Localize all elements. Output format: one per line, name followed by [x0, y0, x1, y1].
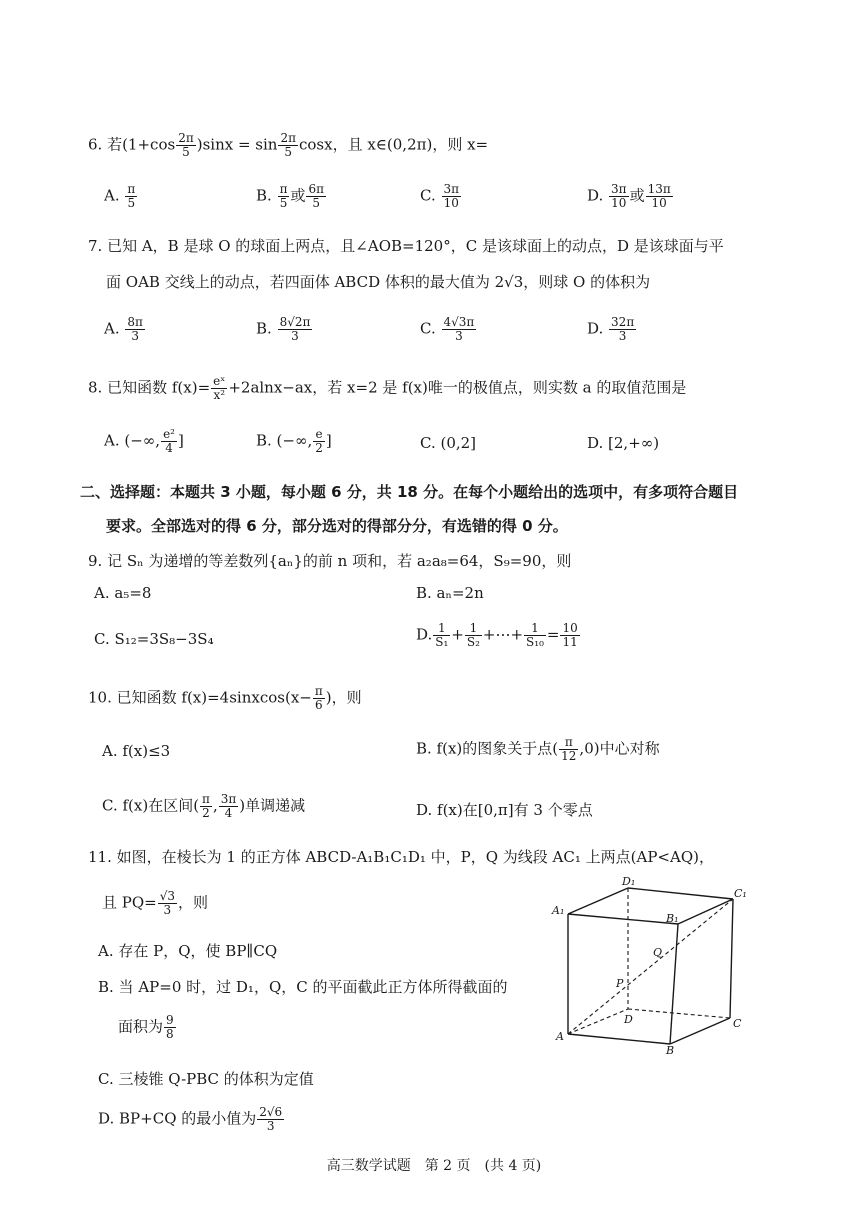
- question-8-option-a: A. (−∞, $\frac{\text{e²}}{4}$ ]: [104, 427, 184, 455]
- question-6-option-b: B. $\frac{\pi}{5}$ 或 $\frac{6\pi}{5}$: [256, 182, 325, 210]
- question-9-option-d: D. $\frac{1}{\text{S₁}}$ + $\frac{1}{\text{S₂}}$ +⋯+ $\frac{1}{\text{S₁₀}}$ = $\frac{10}{11}$: [416, 621, 578, 649]
- page-footer: 高三数学试题 第 2 页 (共 4 页): [326, 1158, 542, 1174]
- question-10-stem: 10. 已知函数 f(x)=4sinxcos(x− $\frac{\pi}{6}$ )，则: [88, 684, 362, 712]
- question-8-option-c: C. (0,2]: [420, 434, 477, 452]
- edge-b1-c1: [678, 899, 733, 924]
- label-d: D: [624, 1013, 633, 1026]
- label-a: A: [556, 1030, 564, 1043]
- question-11-option-c: C. 三棱锥 Q-PBC 的体积为定值: [98, 1070, 314, 1088]
- question-6-option-d: D. $\frac{3\pi}{10}$ 或 $\frac{13\pi}{10}$: [587, 182, 671, 210]
- label-c: C: [733, 1017, 742, 1030]
- label-q: Q: [653, 946, 663, 959]
- section-2-heading-line-2: 要求。全部选对的得 6 分，部分选对的得部分分，有选错的得 0 分。: [106, 517, 568, 535]
- edge-a-b: [568, 1034, 670, 1044]
- section-2-heading-line-1: 二、选择题：本题共 3 小题，每小题 6 分，共 18 分。在每个小题给出的选项中，有多项符合题目: [80, 483, 739, 501]
- question-9-option-a: A. a₅=8: [94, 584, 152, 602]
- question-6-option-c: C. $\frac{3\pi}{10}$: [420, 182, 460, 210]
- question-7-option-b: B. $\frac{8√2\pi}{3}$: [256, 315, 311, 343]
- question-6-stem: 6. 若(1+cos $\frac{2\pi}{5}$ )sinx = sin $\frac{2\pi}{5}$ cosx，且 x∈(0,2π)，则 x=: [88, 131, 489, 159]
- label-b: B: [666, 1044, 675, 1056]
- label-c1: C₁: [734, 887, 747, 900]
- cube-figure: [548, 876, 758, 1056]
- question-11-option-b-line-2: 面积为 $\frac{9}{8}$: [118, 1013, 174, 1041]
- diagonal-a-c1: [568, 899, 733, 1034]
- edge-a1-d1: [568, 888, 628, 914]
- edge-c-c1: [730, 899, 733, 1018]
- question-10-option-c: C. f(x)在区间( $\frac{\pi}{2}$ , $\frac{3\pi}{4}$ )单调递减: [102, 792, 306, 820]
- label-p: P: [616, 977, 624, 990]
- question-9-stem: 9. 记 Sₙ 为递增的等差数列{aₙ}的前 n 项和，若 a₂a₈=64，S₉=90，则: [88, 552, 572, 570]
- edge-a1-b1: [568, 914, 678, 924]
- question-10-option-a: A. f(x)≤3: [102, 742, 171, 760]
- question-9-option-c: C. S₁₂=3S₈−3S₄: [94, 630, 214, 648]
- question-11-option-b-line-1: B. 当 AP=0 时，过 D₁，Q，C 的平面截此正方体所得截面的: [98, 978, 508, 996]
- edge-b-c: [670, 1018, 730, 1044]
- question-6-option-a: A. $\frac{\pi}{5}$: [104, 182, 136, 210]
- question-11-line-2: 且 PQ= $\frac{√3}{3}$ ，则: [102, 889, 209, 917]
- edge-d1-c1: [628, 888, 733, 899]
- question-10-option-d: D. f(x)在[0,π]有 3 个零点: [416, 801, 593, 819]
- question-8-option-b: B. (−∞, $\frac{e}{2}$ ]: [256, 427, 332, 455]
- question-8-stem: 8. 已知函数 f(x)= $\frac{\text{eˣ}}{\text{x²}}$ +2alnx−ax，若 x=2 是 f(x)唯一的极值点，则实数 a 的取值范围是: [88, 374, 687, 402]
- label-d1: D₁: [622, 876, 636, 888]
- question-7-option-c: C. $\frac{4√3\pi}{3}$: [420, 315, 475, 343]
- label-a1: A₁: [552, 904, 565, 917]
- question-11-option-d: D. BP+CQ 的最小值为 $\frac{2√6}{3}$: [98, 1105, 283, 1133]
- question-7-option-d: D. $\frac{32\pi}{3}$: [587, 315, 635, 343]
- question-11-option-a: A. 存在 P，Q，使 BP∥CQ: [98, 942, 278, 960]
- edge-d-c-hidden: [628, 1009, 730, 1018]
- question-7-option-a: A. $\frac{8\pi}{3}$: [104, 315, 143, 343]
- question-7-line-1: 7. 已知 A，B 是球 O 的球面上两点，且∠AOB=120°，C 是该球面上的动点，D 是该球面与平: [88, 237, 724, 255]
- question-10-option-b: B. f(x)的图象关于点( $\frac{\pi}{12}$ ,0)中心对称: [416, 735, 660, 763]
- label-b1: B₁: [666, 912, 679, 925]
- edge-b-b1: [670, 924, 678, 1044]
- question-7-line-2: 面 OAB 交线上的动点，若四面体 ABCD 体积的最大值为 2√3，则球 O 的体积为: [106, 273, 651, 291]
- edge-a-d-hidden: [568, 1009, 628, 1034]
- question-9-option-b: B. aₙ=2n: [416, 584, 484, 602]
- question-8-option-d: D. [2,+∞): [587, 434, 660, 452]
- question-11-line-1: 11. 如图，在棱长为 1 的正方体 ABCD-A₁B₁C₁D₁ 中，P，Q 为线段 AC₁ 上两点(AP<AQ)，: [88, 848, 714, 866]
